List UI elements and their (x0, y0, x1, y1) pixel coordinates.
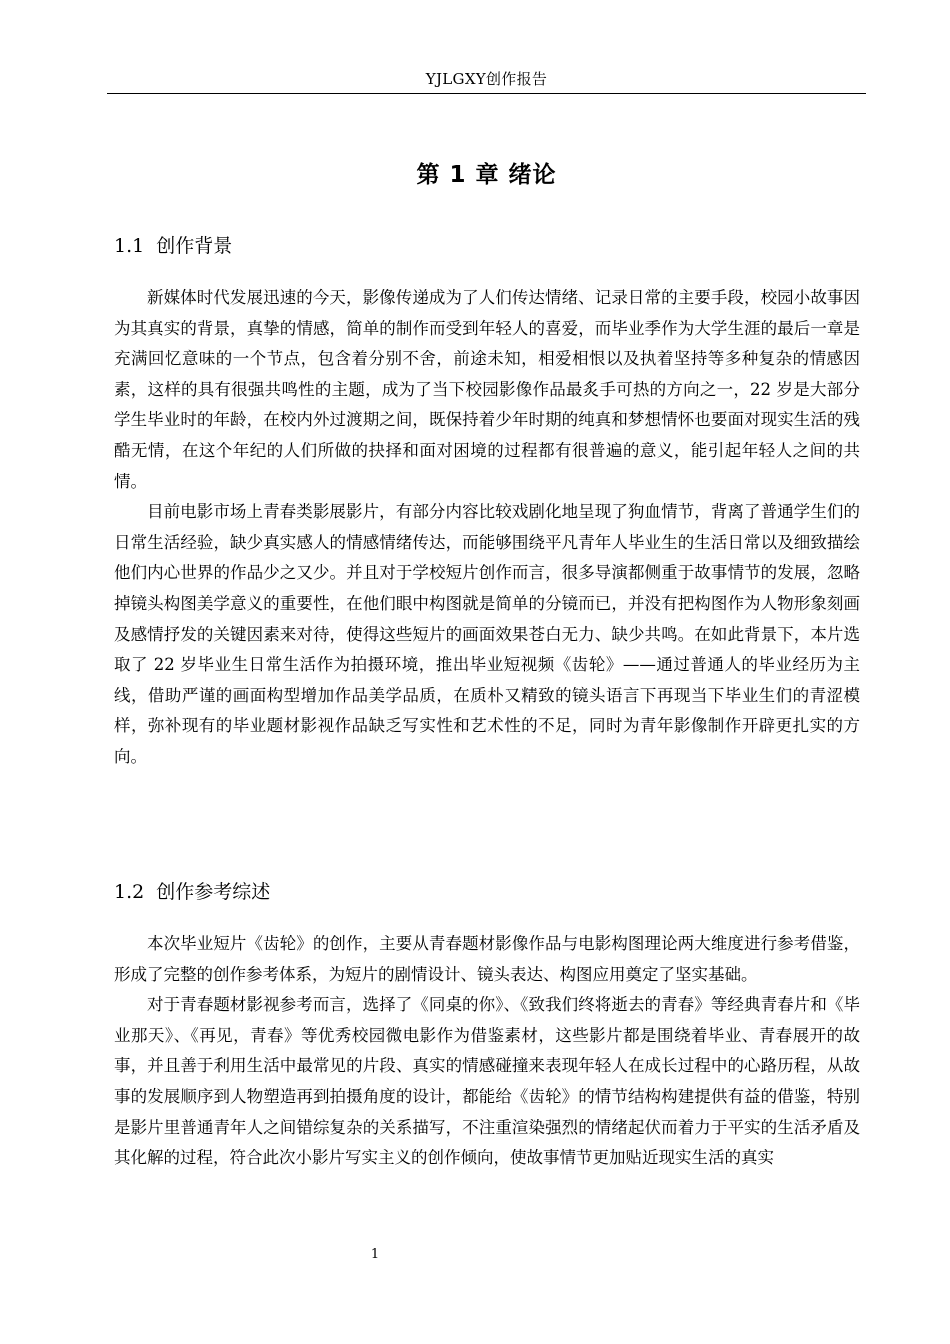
section-number: 1.2 (114, 881, 145, 903)
section-title: 创作参考综述 (156, 881, 271, 903)
section-body-1-1 (114, 283, 860, 773)
section-title: 创作背景 (156, 235, 233, 257)
paragraph: 新媒体时代发展迅速的今天，影像传递成为了人们传达情绪、记录日常的主要手段，校园小故事因为其真实的背景，真挚的情感，简单的制作而受到年轻人的喜爱，而毕业季作为大学生涯的最后一章是充满回忆意味的一个节点，包含着分别不舍，前途未知，相爱相恨以及执着坚持等多种复杂的情感因素，这样的具有很强共鸣性的主题，成为了当下校园影像作品最炙手可热的方向之一，22 岁是大部分学生毕业时的年龄，在校内外过渡期之间，既保持着少年时期的纯真和梦想情怀也要面对现实生活的残酷无情，在这个年纪的人们所做的抉择和面对困境的过程都有很普遍的意义，能引起年轻人之间的共情。 (114, 288, 860, 491)
chapter-title: 第 1 章 绪论 (416, 162, 557, 188)
section-number: 1.1 (114, 235, 145, 257)
section-body-1-2 (114, 929, 860, 1174)
paragraph: 对于青春题材影视参考而言，选择了《同桌的你》、《致我们终将逝去的青春》等经典青春片和《毕业那天》、《再见，青春》等优秀校园微电影作为借鉴素材，这些影片都是围绕着毕业、青春展开的故事，并且善于利用生活中最常见的片段、真实的情感碰撞来表现年轻人在成长过程中的心路历程，从故事的发展顺序到人物塑造再到拍摄角度的设计，都能给《齿轮》的情节结构构建提供有益的借鉴，特别是影片里普通青年人之间错综复杂的关系描写，不注重渲染强烈的情绪起伏而着力于平实的生活矛盾及其化解的过程，符合此次小影片写实主义的创作倾向，使故事情节更加贴近现实生活的真实 (114, 995, 860, 1168)
page-number: 1 (370, 1247, 380, 1262)
section-heading-1-1 (114, 232, 232, 260)
running-header: YJLGXY创作报告 (425, 70, 548, 88)
paragraph: 本次毕业短片《齿轮》的创作，主要从青春题材影像作品与电影构图理论两大维度进行参考借鉴，形成了完整的创作参考体系，为短片的剧情设计、镜头表达、构图应用奠定了坚实基础。 (114, 934, 860, 984)
header-rule (107, 93, 866, 94)
section-heading-1-2 (114, 878, 270, 906)
paragraph: 目前电影市场上青春类影展影片，有部分内容比较戏剧化地呈现了狗血情节，背离了普通学生们的日常生活经验，缺少真实感人的情感情绪传达，而能够围绕平凡青年人毕业生的生活日常以及细致描绘他们内心世界的作品少之又少。并且对于学校短片创作而言，很多导演都侧重于故事情节的发展，忽略掉镜头构图美学意义的重要性，在他们眼中构图就是简单的分镜而已，并没有把构图作为人物形象刻画及感情抒发的关键因素来对待，使得这些短片的画面效果苍白无力、缺少共鸣。在如此背景下，本片选取了 22 岁毕业生日常生活作为拍摄环境，推出毕业短视频《齿轮》——通过普通人的毕业经历为主线，借助严谨的画面构型增加作品美学品质，在质朴又精致的镜头语言下再现当下毕业生们的青涩模样，弥补现有的毕业题材影视作品缺乏写实性和艺术性的不足，同时为青年影像制作开辟更扎实的方向。 (114, 502, 860, 766)
